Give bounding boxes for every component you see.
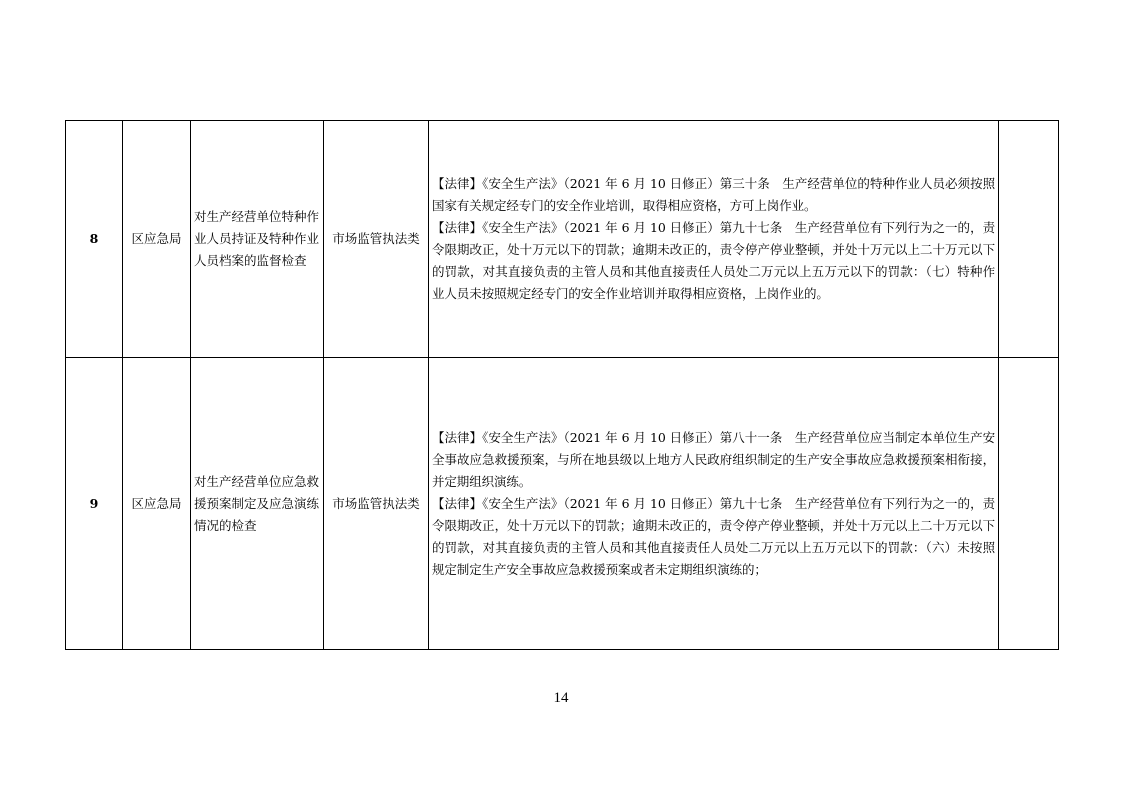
inspection-item-cell: 对生产经营单位应急救援预案制定及应急演练情况的检查: [191, 358, 324, 650]
row-number: 9: [66, 358, 123, 650]
inspection-item-cell: 对生产经营单位特种作业人员持证及特种作业人员档案的监督检查: [191, 121, 324, 358]
legal-basis-paragraph: 【法律】《安全生产法》（2021 年 6 月 10 日修正）第九十七条 生产经营单位有下列行为之一的，责令限期改正，处十万元以下的罚款；逾期未改正的，责令停产停业整顿，并处十万元以上二十万元以下的罚款，对其直接负责的主管人员和其他直接责任人员处二万元以上五万元以下的罚款：（七）特种作业人员未按照规定经专门的安全作业培训并取得相应资格，上岗作业的。: [432, 220, 995, 301]
category-cell: 市场监管执法类: [324, 358, 429, 650]
legal-basis-cell: [429, 121, 999, 358]
table-row: [66, 358, 1059, 650]
legal-basis-cell: [429, 358, 999, 650]
note-cell: [999, 121, 1059, 358]
page-number: 14: [553, 690, 569, 706]
category-cell: 市场监管执法类: [324, 121, 429, 358]
department-cell: 区应急局: [123, 358, 191, 650]
legal-basis-paragraph: 【法律】《安全生产法》（2021 年 6 月 10 日修正）第三十条 生产经营单位的特种作业人员必须按照国家有关规定经专门的安全作业培训，取得相应资格，方可上岗作业。: [432, 176, 995, 213]
row-number: 8: [66, 121, 123, 358]
table-row: [66, 121, 1059, 358]
department-cell: 区应急局: [123, 121, 191, 358]
note-cell: [999, 358, 1059, 650]
legal-basis-paragraph: 【法律】《安全生产法》（2021 年 6 月 10 日修正）第八十一条 生产经营单位应当制定本单位生产安全事故应急救援预案，与所在地县级以上地方人民政府组织制定的生产安全事故应急救援预案相衔接，并定期组织演练。: [432, 429, 995, 489]
legal-basis-paragraph: 【法律】《安全生产法》（2021 年 6 月 10 日修正）第九十七条 生产经营单位有下列行为之一的，责令限期改正，处十万元以下的罚款；逾期未改正的，责令停产停业整顿，并处十万元以上二十万元以下的罚款，对其直接负责的主管人员和其他直接责任人员处二万元以上五万元以下的罚款：（六）未按照规定制定生产安全事故应急救援预案或者未定期组织演练的；: [432, 495, 995, 577]
enforcement-items-table: [65, 120, 1059, 650]
